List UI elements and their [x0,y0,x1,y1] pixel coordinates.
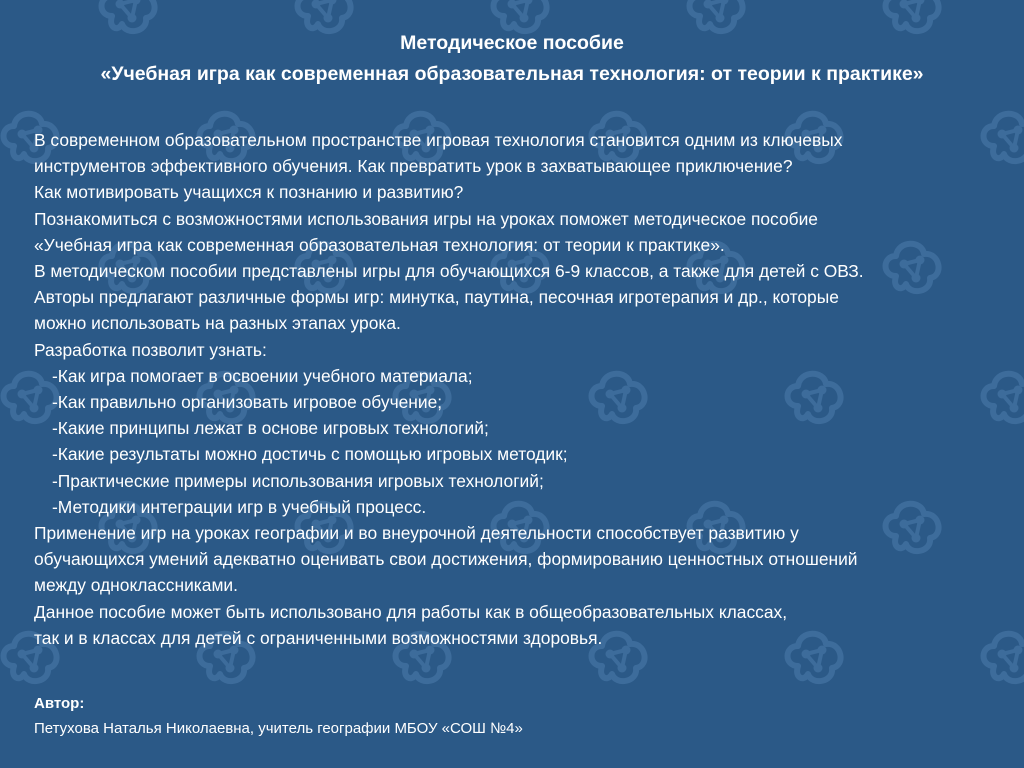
body-line: инструментов эффективного обучения. Как превратить урок в захватывающее приключение? [34,156,793,177]
title-line-1: Методическое пособие [400,32,624,54]
author-label: Автор: [34,695,85,712]
body-line: В методическом пособии представлены игры для обучающихся 6-9 классов, а также для детей с ОВЗ. [34,261,864,282]
body-text [34,127,1004,651]
author-name: Петухова Наталья Николаевна, учитель географии МБОУ «СОШ №4» [34,720,523,737]
body-line: так и в классах для детей с ограниченными возможностями здоровья. [34,627,603,648]
bullet-item: -Какие принципы лежат в основе игровых технологий; [52,418,489,439]
body-line: Разработка позволит узнать: [34,339,267,360]
body-line: «Учебная игра как современная образовательная технология: от теории к практике». [34,234,725,255]
title-line-2: «Учебная игра как современная образовательная технология: от теории к практике» [100,63,924,85]
bullet-item: -Какие результаты можно достичь с помощью игровых методик; [52,444,568,465]
page-title [0,28,1024,90]
body-line: можно использовать на разных этапах урока. [34,313,401,334]
bullet-item: -Как игра помогает в освоении учебного материала; [52,365,473,386]
bullet-item: -Практические примеры использования игровых технологий; [52,470,544,491]
body-line: Познакомиться с возможностями использования игры на уроках поможет методическое пособие [34,208,818,229]
body-line: В современном образовательном пространстве игровая технология становится одним из ключевых [34,130,843,150]
body-line: Как мотивировать учащихся к познанию и развитию? [34,182,464,203]
body-line: Авторы предлагают различные формы игр: минутка, паутина, песочная игротерапия и др., которые [34,287,839,308]
body-line: между одноклассниками. [34,575,238,596]
bullet-item: -Методики интеграции игр в учебный процесс. [52,496,427,517]
body-line: обучающихся умений адекватно оценивать свои достижения, формированию ценностных отношений [34,549,858,570]
body-line: Применение игр на уроках географии и во внеурочной деятельности способствует развитию у [34,523,799,544]
body-line: Данное пособие может быть использовано для работы как в общеобразовательных классах, [34,601,788,622]
bullet-item: -Как правильно организовать игровое обучение; [52,392,443,413]
